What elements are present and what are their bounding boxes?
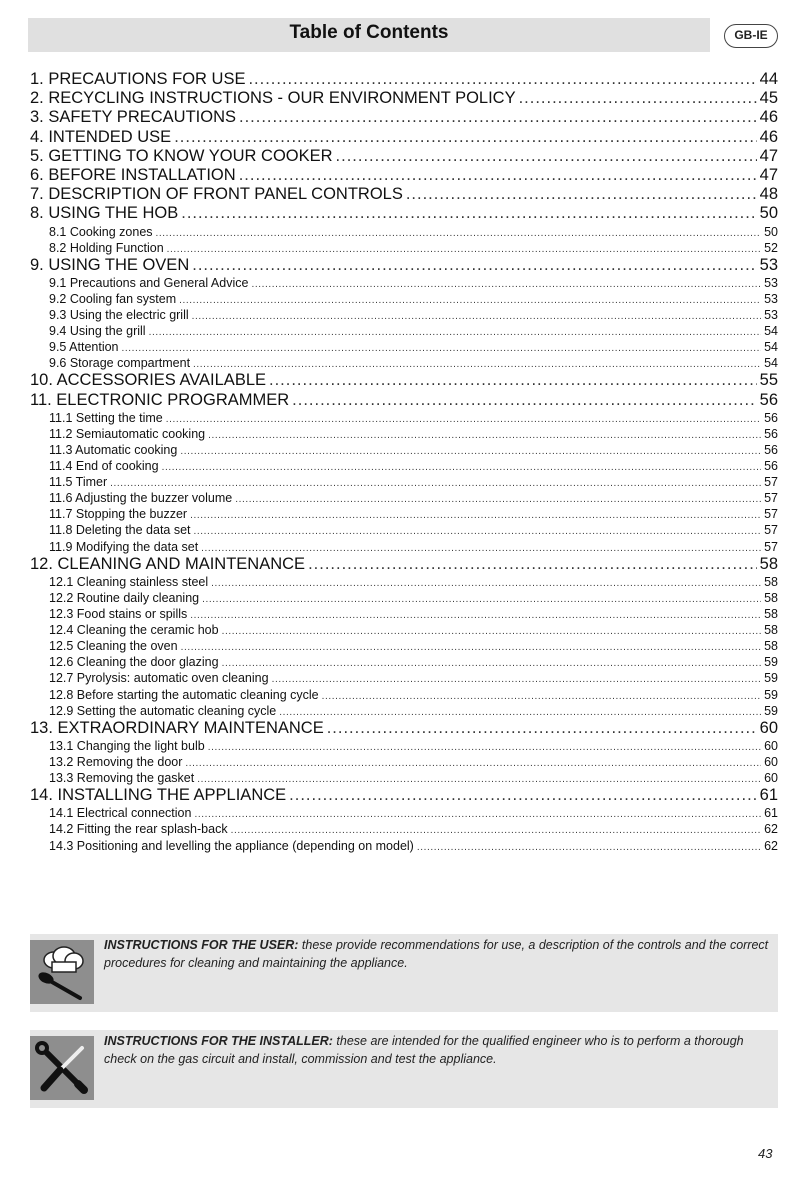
toc-entry-page: 57 — [764, 507, 778, 522]
toc-section-entry — [30, 204, 778, 223]
toc-entry-page: 54 — [764, 324, 778, 339]
toc-entry-page: 58 — [759, 554, 778, 573]
toc-dot-leader — [190, 508, 761, 524]
toc-entry-page: 50 — [759, 204, 778, 223]
toc-entry-title: 11.3 Automatic cooking — [49, 443, 178, 457]
toc-entry-title: 9.6 Storage compartment — [49, 356, 191, 371]
toc-entry-title: 14.1 Electrical connection — [49, 806, 192, 821]
toc-entry-page: 58 — [764, 590, 778, 605]
user-instructions-text: these provide recommendations for use, a description of the controls and the correct procedures for cleaning and maintaining the appliance. — [104, 938, 769, 970]
toc-entry-page: 60 — [764, 771, 778, 786]
toc-entry-page: 52 — [764, 240, 778, 255]
toc-entry-page: 59 — [764, 671, 778, 686]
chef-hat-spoon-icon — [30, 940, 94, 1004]
toc-subsection-entry — [30, 738, 778, 754]
toc-entry-title: 10. ACCESSORIES AVAILABLE — [30, 371, 267, 390]
toc-entry-title: 12.1 Cleaning stainless steel — [49, 574, 209, 589]
toc-entry-title: 12.5 Cleaning the oven — [49, 639, 178, 654]
toc-dot-leader — [519, 89, 757, 108]
toc-dot-leader — [192, 309, 761, 325]
toc-entry-page: 56 — [764, 426, 778, 441]
toc-subsection-entry — [30, 240, 778, 256]
toc-entry-title: 7. DESCRIPTION OF FRONT PANEL CONTROLS — [30, 185, 403, 204]
toc-entry-page: 53 — [759, 255, 778, 274]
toc-subsection-entry — [30, 687, 778, 703]
toc-entry-title: 11.5 Timer — [49, 475, 108, 490]
toc-entry-title: 12.2 Routine daily cleaning — [49, 590, 200, 605]
toc-entry-title: 11.9 Modifying the data set — [49, 539, 199, 554]
toc-subsection-entry — [30, 275, 778, 291]
header-bar — [28, 18, 710, 52]
toc-section-entry — [30, 371, 778, 390]
toc-dot-leader — [269, 371, 757, 390]
page-number: 43 — [758, 1146, 773, 1161]
toc-entry-title: 9. USING THE OVEN — [30, 255, 190, 274]
toc-dot-leader — [222, 624, 762, 640]
toc-entry-page: 57 — [764, 491, 778, 506]
toc-dot-leader — [181, 640, 762, 656]
toc-entry-page: 56 — [759, 390, 778, 409]
toc-entry-title: 12.4 Cleaning the ceramic hob — [49, 623, 219, 638]
toc-entry-title: 8. USING THE HOB — [30, 204, 179, 223]
toc-entry-title: 12.9 Setting the automatic cleaning cycle — [49, 703, 277, 718]
toc-subsection-entry — [30, 426, 778, 442]
toc-entry-title: 11.4 End of cooking — [49, 459, 159, 474]
toc-subsection-entry — [30, 606, 778, 622]
toc-entry-page: 61 — [764, 806, 778, 821]
toc-entry-page: 58 — [764, 639, 778, 654]
toc-entry-title: 4. INTENDED USE — [30, 127, 172, 146]
toc-entry-page: 54 — [764, 340, 778, 355]
toc-section-entry — [30, 89, 778, 108]
user-instructions-box — [30, 934, 778, 1012]
installer-instructions-text: these are intended for the qualified engineer who is to perform a thorough check on the gas circuit and install, commission and test the appliance. — [104, 1034, 744, 1066]
toc-entry-title: 3. SAFETY PRECAUTIONS — [30, 108, 236, 127]
toc-entry-page: 54 — [764, 356, 778, 371]
toc-dot-leader — [251, 277, 761, 293]
toc-entry-title: 1. PRECAUTIONS FOR USE — [30, 70, 246, 88]
toc-entry-title: 2. RECYCLING INSTRUCTIONS - OUR ENVIRONMENT POLICY — [30, 89, 516, 108]
toc-subsection-entry — [30, 506, 778, 522]
toc-section-entry — [30, 786, 778, 805]
toc-entry-page: 58 — [764, 574, 778, 589]
toc-subsection-entry — [30, 291, 778, 307]
toc-section-entry — [30, 555, 778, 574]
toc-subsection-entry — [30, 590, 778, 606]
toc-entry-page: 46 — [759, 127, 778, 146]
toc-entry-page: 44 — [759, 70, 778, 88]
toc-section-entry — [30, 256, 778, 275]
installer-instructions-label: INSTRUCTIONS FOR THE INSTALLER: — [104, 1034, 333, 1048]
toc-subsection-entry — [30, 838, 778, 854]
user-instructions-label: INSTRUCTIONS FOR THE USER: — [104, 938, 299, 952]
toc-entry-title: 13.2 Removing the door — [49, 754, 183, 769]
toc-dot-leader — [166, 412, 761, 428]
toc-subsection-entry — [30, 323, 778, 339]
toc-dot-leader — [122, 341, 762, 357]
toc-entry-title: 12.8 Before starting the automatic cleaning cycle — [49, 687, 319, 702]
toc-subsection-entry — [30, 574, 778, 590]
toc-entry-page: 57 — [764, 523, 778, 538]
toc-subsection-entry — [30, 539, 778, 555]
toc-entry-page: 55 — [759, 371, 778, 390]
toc-section-entry — [30, 70, 778, 89]
toc-subsection-entry — [30, 670, 778, 686]
toc-entry-page: 57 — [764, 475, 778, 490]
toc-subsection-entry — [30, 754, 778, 770]
toc-subsection-entry — [30, 410, 778, 426]
toc-dot-leader — [185, 756, 761, 772]
toc-entry-title: 12.6 Cleaning the door glazing — [49, 655, 219, 670]
toc-entry-title: 14.3 Positioning and levelling the appliance (depending on model) — [49, 838, 414, 853]
toc-entry-title: 11.7 Stopping the buzzer — [49, 507, 188, 522]
toc-entry-title: 9.4 Using the grill — [49, 324, 146, 339]
toc-subsection-entry — [30, 821, 778, 837]
toc-dot-leader — [194, 807, 761, 823]
toc-dot-leader — [327, 719, 757, 738]
wrench-screwdriver-icon — [30, 1036, 94, 1100]
toc-entry-page: 59 — [764, 655, 778, 670]
toc-dot-leader — [235, 492, 761, 508]
toc-entry-page: 56 — [764, 410, 778, 425]
toc-subsection-entry — [30, 522, 778, 538]
toc-entry-page: 62 — [764, 838, 778, 853]
toc-entry-page: 50 — [764, 224, 778, 239]
toc-dot-leader — [239, 108, 757, 127]
toc-entry-page: 62 — [764, 822, 778, 837]
toc-entry-page: 53 — [764, 291, 778, 306]
toc-entry-page: 53 — [764, 308, 778, 323]
toc-entry-title: 11.2 Semiautomatic cooking — [49, 426, 206, 441]
toc-dot-leader — [208, 428, 761, 444]
toc-entry-title: 14. INSTALLING THE APPLIANCE — [30, 786, 287, 805]
toc-subsection-entry — [30, 654, 778, 670]
toc-entry-title: 13. EXTRAORDINARY MAINTENANCE — [30, 718, 324, 737]
toc-section-entry — [30, 391, 778, 410]
toc-dot-leader — [202, 592, 761, 608]
toc-dot-leader — [322, 689, 761, 705]
toc-entry-title: 12. CLEANING AND MAINTENANCE — [30, 554, 306, 573]
toc-subsection-entry — [30, 224, 778, 240]
toc-entry-title: 6. BEFORE INSTALLATION — [30, 165, 236, 184]
toc-subsection-entry — [30, 638, 778, 654]
toc-entry-title: 11. ELECTRONIC PROGRAMMER — [30, 390, 290, 409]
toc-entry-title: 8.1 Cooking zones — [49, 224, 153, 239]
toc-subsection-entry — [30, 442, 778, 458]
toc-subsection-entry — [30, 622, 778, 638]
toc-entry-page: 58 — [764, 623, 778, 638]
toc-entry-title: 9.1 Precautions and General Advice — [49, 275, 249, 290]
toc-dot-leader — [417, 840, 761, 856]
toc-entry-page: 47 — [759, 165, 778, 184]
toc-section-entry — [30, 185, 778, 204]
toc-entry-title: 9.2 Cooling fan system — [49, 291, 177, 306]
toc-entry-title: 14.2 Fitting the rear splash-back — [49, 822, 228, 837]
toc-dot-leader — [336, 147, 757, 166]
toc-dot-leader — [162, 460, 762, 476]
toc-subsection-entry — [30, 458, 778, 474]
toc-entry-title: 9.3 Using the electric grill — [49, 308, 189, 323]
toc-subsection-entry — [30, 474, 778, 490]
page-title: Table of Contents — [289, 22, 449, 43]
toc-dot-leader — [211, 576, 761, 592]
toc-entry-page: 58 — [764, 607, 778, 622]
toc-entry-page: 57 — [764, 539, 778, 554]
toc-dot-leader — [292, 391, 756, 410]
toc-dot-leader — [190, 608, 761, 624]
toc-subsection-entry — [30, 339, 778, 355]
toc-dot-leader — [289, 786, 756, 805]
toc-entry-page: 61 — [759, 786, 778, 805]
toc-entry-title: 11.6 Adjusting the buzzer volume — [49, 491, 233, 506]
toc-entry-page: 60 — [764, 738, 778, 753]
table-of-contents — [30, 70, 778, 854]
toc-dot-leader — [180, 444, 761, 460]
toc-dot-leader — [308, 555, 757, 574]
toc-entry-title: 13.3 Removing the gasket — [49, 771, 195, 786]
toc-dot-leader — [272, 672, 762, 688]
toc-entry-page: 59 — [764, 687, 778, 702]
toc-entry-page: 48 — [759, 185, 778, 204]
toc-entry-title: 13.1 Changing the light bulb — [49, 738, 205, 753]
toc-section-entry — [30, 108, 778, 127]
toc-dot-leader — [208, 740, 761, 756]
toc-entry-page: 46 — [759, 108, 778, 127]
toc-subsection-entry — [30, 770, 778, 786]
toc-section-entry — [30, 128, 778, 147]
toc-subsection-entry — [30, 490, 778, 506]
toc-entry-title: 12.7 Pyrolysis: automatic oven cleaning — [49, 671, 269, 686]
toc-dot-leader — [222, 656, 762, 672]
toc-dot-leader — [156, 226, 762, 242]
toc-dot-leader — [181, 204, 756, 223]
toc-dot-leader — [174, 128, 756, 147]
toc-subsection-entry — [30, 307, 778, 323]
toc-dot-leader — [149, 325, 762, 341]
toc-entry-page: 47 — [759, 146, 778, 165]
toc-dot-leader — [406, 185, 757, 204]
toc-entry-page: 60 — [764, 754, 778, 769]
toc-section-entry — [30, 719, 778, 738]
toc-subsection-entry — [30, 805, 778, 821]
toc-dot-leader — [194, 524, 762, 540]
toc-dot-leader — [192, 256, 756, 275]
toc-entry-page: 56 — [764, 459, 778, 474]
toc-dot-leader — [239, 166, 757, 185]
toc-section-entry — [30, 166, 778, 185]
toc-dot-leader — [248, 70, 756, 89]
toc-subsection-entry — [30, 355, 778, 371]
toc-subsection-entry — [30, 703, 778, 719]
toc-dot-leader — [179, 293, 761, 309]
toc-entry-page: 60 — [759, 718, 778, 737]
toc-entry-page: 56 — [764, 443, 778, 457]
region-badge: GB-IE — [724, 24, 778, 48]
toc-entry-title: 5. GETTING TO KNOW YOUR COOKER — [30, 146, 333, 165]
toc-entry-title: 9.5 Attention — [49, 340, 119, 355]
toc-entry-page: 45 — [759, 89, 778, 108]
toc-entry-title: 11.8 Deleting the data set — [49, 523, 191, 538]
toc-entry-title: 8.2 Holding Function — [49, 240, 164, 255]
toc-entry-title: 11.1 Setting the time — [49, 410, 163, 425]
toc-entry-page: 59 — [764, 703, 778, 718]
installer-instructions-box — [30, 1030, 778, 1108]
toc-section-entry — [30, 147, 778, 166]
toc-entry-title: 12.3 Food stains or spills — [49, 607, 188, 622]
toc-entry-page: 53 — [764, 275, 778, 290]
